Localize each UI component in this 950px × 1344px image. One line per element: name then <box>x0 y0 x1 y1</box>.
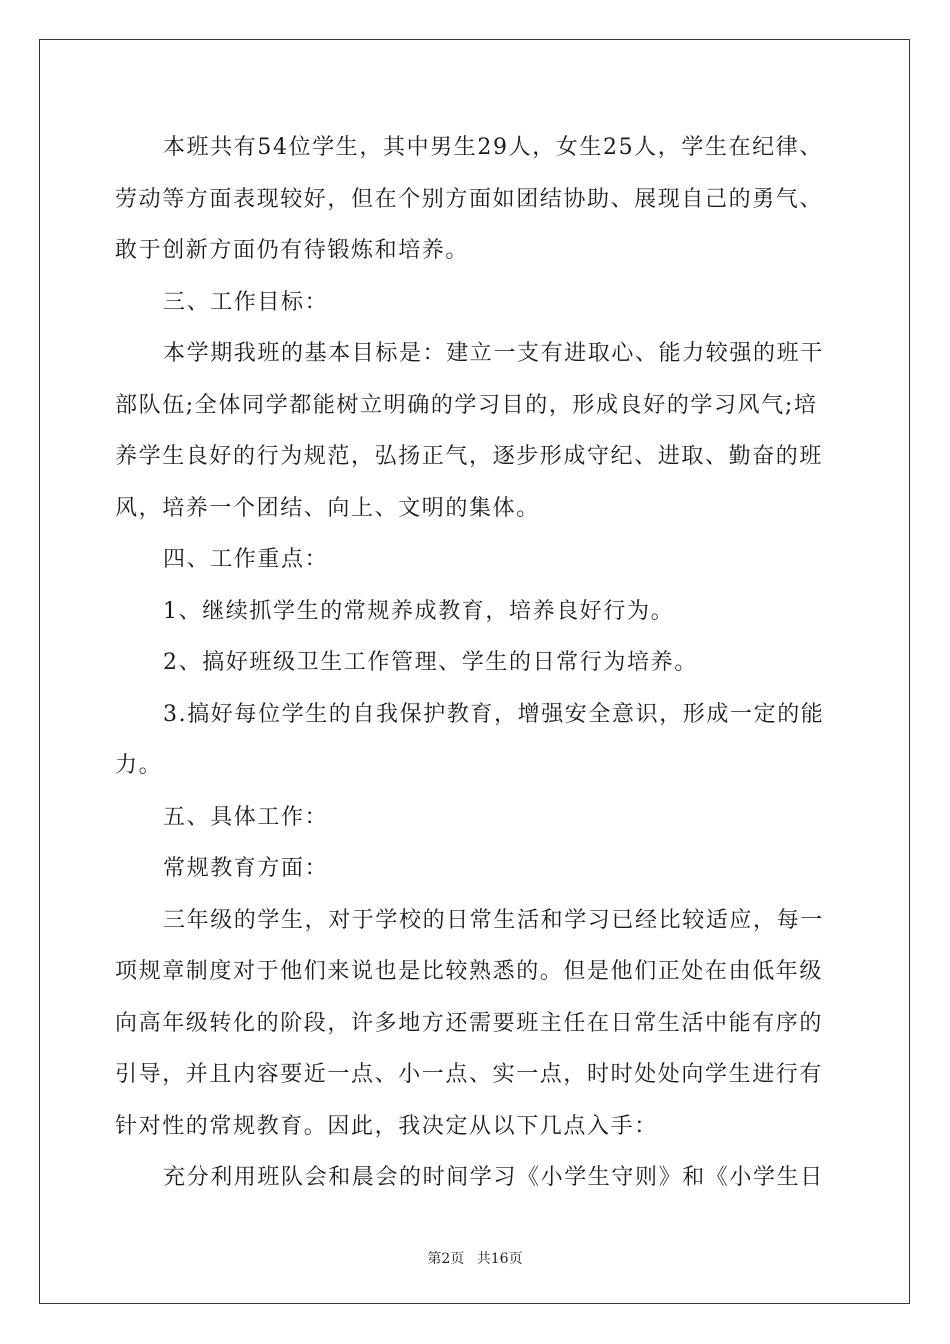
document-body <box>115 122 835 1204</box>
text-line: 本学期我班的基本目标是：建立一支有进取心、能力较强的班干 <box>163 341 824 366</box>
text-line: 项规章制度对于他们来说也是比较熟悉的。但是他们正处在由低年级 <box>115 959 824 984</box>
text-line: 敢于创新方面仍有待锻炼和培养。 <box>115 238 470 263</box>
page-total: 共16页 <box>476 1251 523 1267</box>
list-item: 2、搞好班级卫生工作管理、学生的日常行为培养。 <box>163 650 698 675</box>
text-line: 针对性的常规教育。因此，我决定从以下几点入手： <box>115 1113 658 1139</box>
section-heading: 四、工作重点： <box>163 547 329 572</box>
subsection-heading: 常规教育方面： <box>163 856 329 881</box>
section-heading: 五、具体工作： <box>163 804 329 830</box>
text-line: 劳动等方面表现较好，但在个别方面如团结协助、展现自己的勇气、 <box>115 186 824 212</box>
page-number: 第2页 <box>427 1251 465 1267</box>
text-line: 力。 <box>115 753 163 778</box>
text-line: 养学生良好的行为规范，弘扬正气，逐步形成守纪、进取、勤奋的班 <box>115 444 824 469</box>
text-line: 部队伍;全体同学都能树立明确的学习目的，形成良好的学习风气;培 <box>115 392 818 418</box>
text-line: 风，培养一个团结、向上、文明的集体。 <box>115 495 540 521</box>
list-item: 3.搞好每位学生的自我保护教育，增强安全意识，形成一定的能 <box>163 701 825 727</box>
list-item: 1、继续抓学生的常规养成教育，培养良好行为。 <box>163 598 675 624</box>
page-footer <box>0 1248 950 1268</box>
text-line: 引导，并且内容要近一点、小一点、实一点，时时处处向学生进行有 <box>115 1062 824 1087</box>
text-line: 本班共有54位学生，其中男生29人，女生25人，学生在纪律、 <box>163 135 823 160</box>
text-line: 充分利用班队会和晨会的时间学习《小学生守则》和《小学生日 <box>163 1165 824 1190</box>
body-text <box>115 122 835 1204</box>
text-line: 三年级的学生，对于学校的日常生活和学习已经比较适应，每一 <box>163 907 824 933</box>
section-heading: 三、工作目标： <box>163 289 329 315</box>
text-line: 向高年级转化的阶段，许多地方还需要班主任在日常生活中能有序的 <box>115 1010 824 1036</box>
